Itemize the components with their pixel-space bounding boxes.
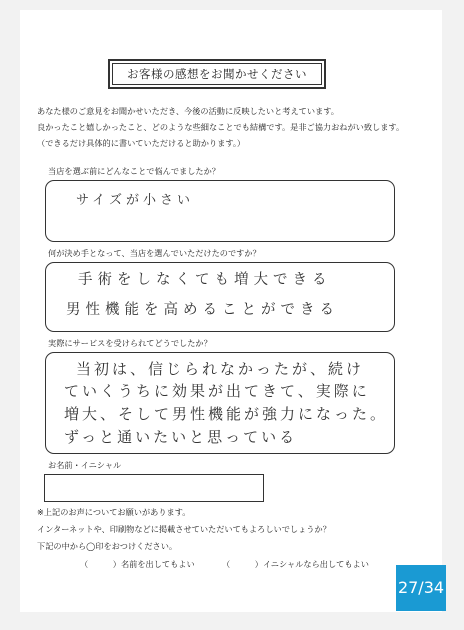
option-initials: （ ）イニシャルなら出してもよい [222, 559, 369, 569]
question-2-label: 何が決め手となって、当店を選んでいただけたのですか？ [48, 248, 261, 258]
answer-3-line-4: ずっと通いたいと思っている [64, 428, 298, 446]
answer-2-line-1: 手術をしなくても増大できる [78, 272, 332, 288]
footer-line-3: 下記の中から◯印をおつけください。 [37, 541, 178, 551]
survey-title: お客様の感想をお聞かせください [108, 59, 326, 89]
answer-1-line-1: サイズが小さい [76, 193, 194, 208]
option-real-name: （ ）名前を出してもよい [80, 559, 195, 569]
page-counter: 27/34 [396, 565, 446, 611]
intro-text [37, 103, 404, 151]
answer-3-line-3: 増大、そして男性機能が強力になった。 [64, 405, 389, 423]
intro-line-3: （できるだけ具体的に書いていただけると助かります。） [37, 138, 246, 148]
answer-box-1 [45, 180, 395, 242]
intro-line-1: あなた様のご意見をお聞かせいただき、今後の活動に反映したいと考えています。 [37, 106, 339, 116]
answer-box-2 [45, 262, 395, 332]
question-3-label: 実際にサービスを受けられてどうでしたか？ [48, 338, 212, 348]
answer-3-line-1: 当初は、信じられなかったが、続け [76, 360, 365, 378]
answer-3-line-2: ていくうちに効果が出てきて、実際に [64, 382, 370, 400]
name-label: お名前・イニシャル [48, 460, 122, 470]
answer-2-line-2: 男性機能を高めることができる [66, 302, 339, 318]
footer-line-1: ※上記のお声についてお願いがあります。 [37, 507, 191, 517]
answer-box-3 [45, 352, 395, 454]
intro-line-2: 良かったこと嬉しかったこと、どのような些細なことでも結構です。是非ご協力おねがい致します。 [37, 122, 405, 132]
name-field [44, 474, 264, 502]
footer-line-2: インターネットや、印刷物などに掲載させていただいてもよろしいでしょうか？ [37, 524, 331, 534]
question-1-label: 当店を選ぶ前にどんなことで悩んでましたか？ [48, 166, 220, 176]
